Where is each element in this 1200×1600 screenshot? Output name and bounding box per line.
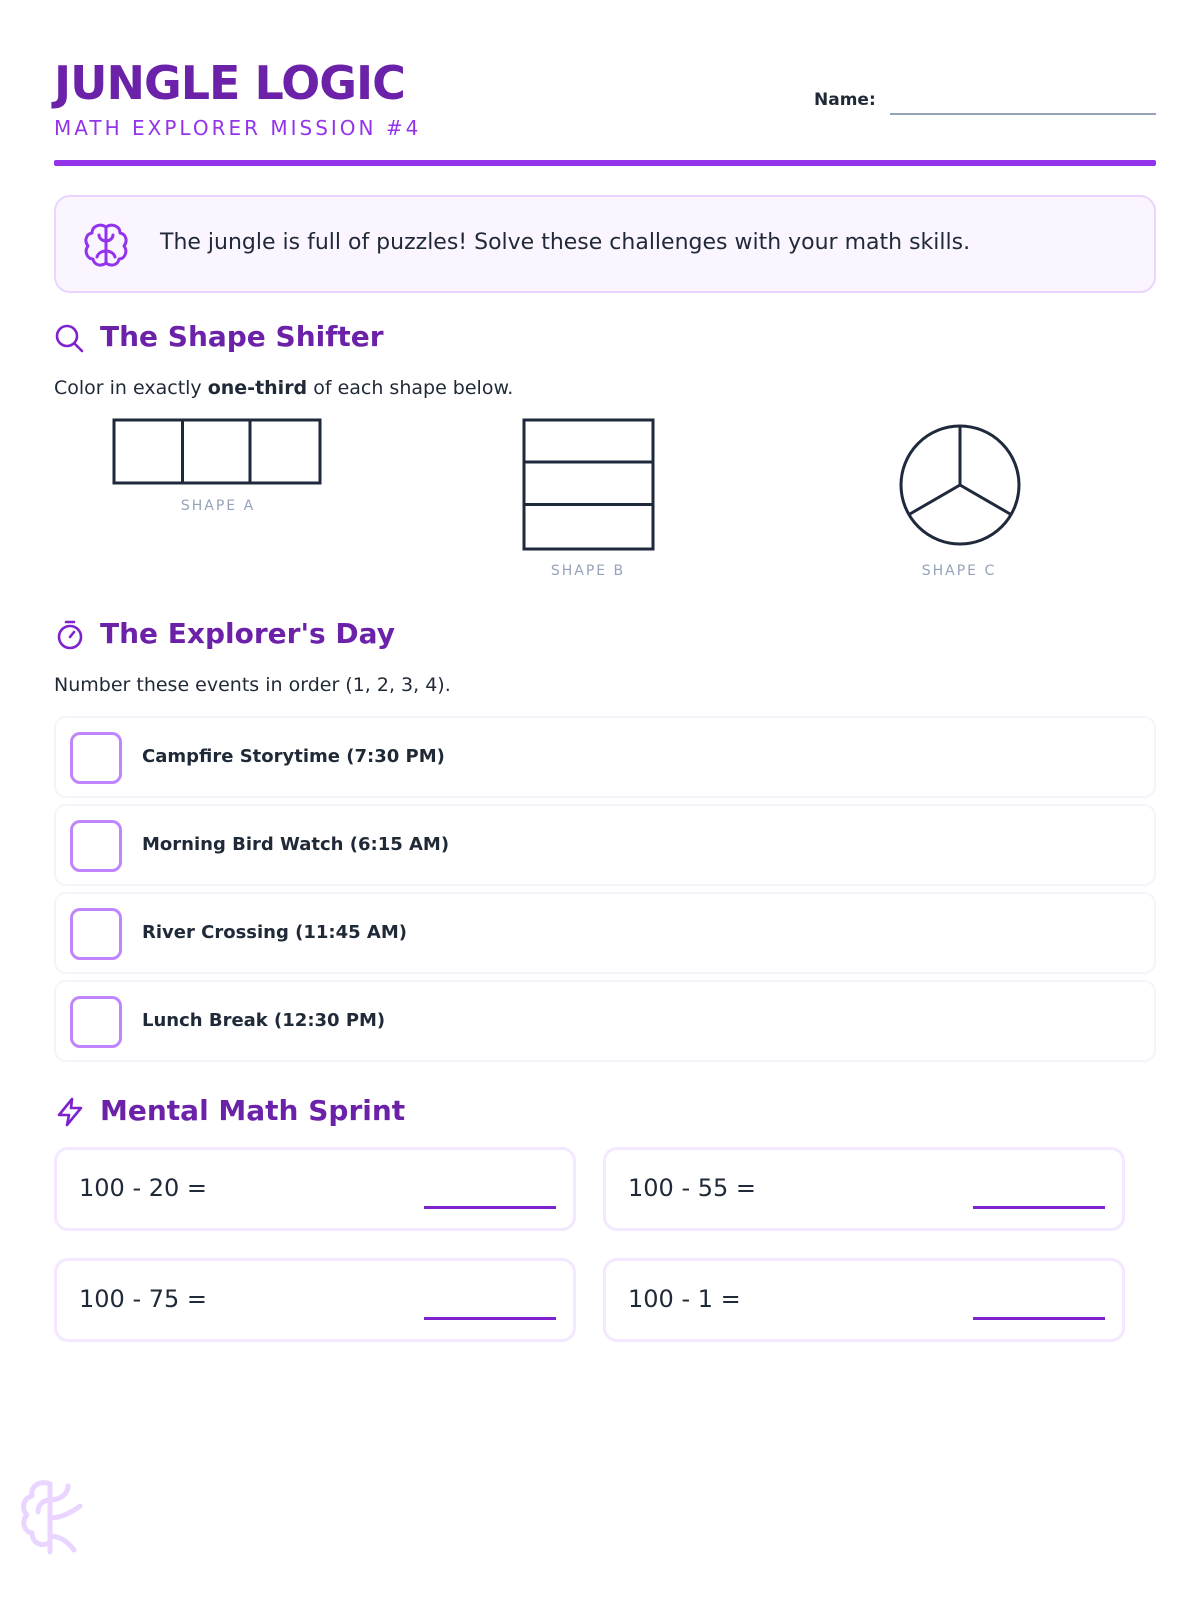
timer-icon xyxy=(54,619,86,651)
instruction-emphasis: one-third xyxy=(207,377,308,399)
event-order-box[interactable] xyxy=(70,732,122,784)
intro-text: The jungle is full of puzzles! Solve these challenges with your math skills. xyxy=(160,230,971,255)
header-divider xyxy=(54,160,1156,166)
event-row xyxy=(54,804,1156,886)
instruction-text: Color in exactly xyxy=(54,377,208,399)
math-question: 100 - 20 = xyxy=(79,1174,208,1202)
event-label: Lunch Break (12:30 PM) xyxy=(142,1010,386,1031)
event-label: River Crossing (11:45 AM) xyxy=(142,922,407,943)
lightning-icon xyxy=(54,1096,86,1128)
math-answer-line[interactable] xyxy=(424,1317,556,1320)
event-order-box[interactable] xyxy=(70,820,122,872)
brain-watermark-icon xyxy=(16,1476,90,1556)
event-order-box[interactable] xyxy=(70,996,122,1048)
day-section-title: The Explorer's Day xyxy=(100,617,395,650)
search-icon xyxy=(54,322,86,354)
math-question: 100 - 75 = xyxy=(79,1285,208,1313)
event-row xyxy=(54,892,1156,974)
worksheet-page xyxy=(54,0,1156,1600)
math-section-title: Mental Math Sprint xyxy=(100,1094,406,1127)
event-label: Campfire Storytime (7:30 PM) xyxy=(142,746,445,767)
math-question: 100 - 55 = xyxy=(628,1174,757,1202)
math-problem-card xyxy=(54,1147,576,1231)
math-answer-line[interactable] xyxy=(973,1206,1105,1209)
event-row xyxy=(54,716,1156,798)
math-question: 100 - 1 = xyxy=(628,1285,741,1313)
name-field[interactable] xyxy=(890,113,1156,115)
math-problem-card xyxy=(603,1147,1125,1231)
shape-c-caption: SHAPE C xyxy=(921,563,997,579)
math-answer-line[interactable] xyxy=(973,1317,1105,1320)
brain-icon xyxy=(80,219,132,271)
instruction-text: of each shape below. xyxy=(307,377,514,399)
page-subtitle: MATH EXPLORER MISSION #4 xyxy=(54,116,422,140)
math-problem-card xyxy=(54,1258,576,1342)
shape-instructions xyxy=(54,377,513,399)
shape-a-rectangle[interactable] xyxy=(112,418,324,486)
page-title: JUNGLE LOGIC xyxy=(54,56,405,110)
event-order-box[interactable] xyxy=(70,908,122,960)
math-answer-line[interactable] xyxy=(424,1206,556,1209)
intro-box xyxy=(54,195,1156,293)
day-instructions: Number these events in order (1, 2, 3, 4). xyxy=(54,674,451,696)
event-label: Morning Bird Watch (6:15 AM) xyxy=(142,834,450,855)
math-problem-card xyxy=(603,1258,1125,1342)
event-row xyxy=(54,980,1156,1062)
shape-section-title: The Shape Shifter xyxy=(100,320,384,353)
shape-c-circle[interactable] xyxy=(898,423,1022,547)
shape-b-caption: SHAPE B xyxy=(550,563,626,579)
name-label: Name: xyxy=(814,90,876,110)
shape-a-caption: SHAPE A xyxy=(180,498,256,514)
shape-b-square[interactable] xyxy=(522,418,656,552)
